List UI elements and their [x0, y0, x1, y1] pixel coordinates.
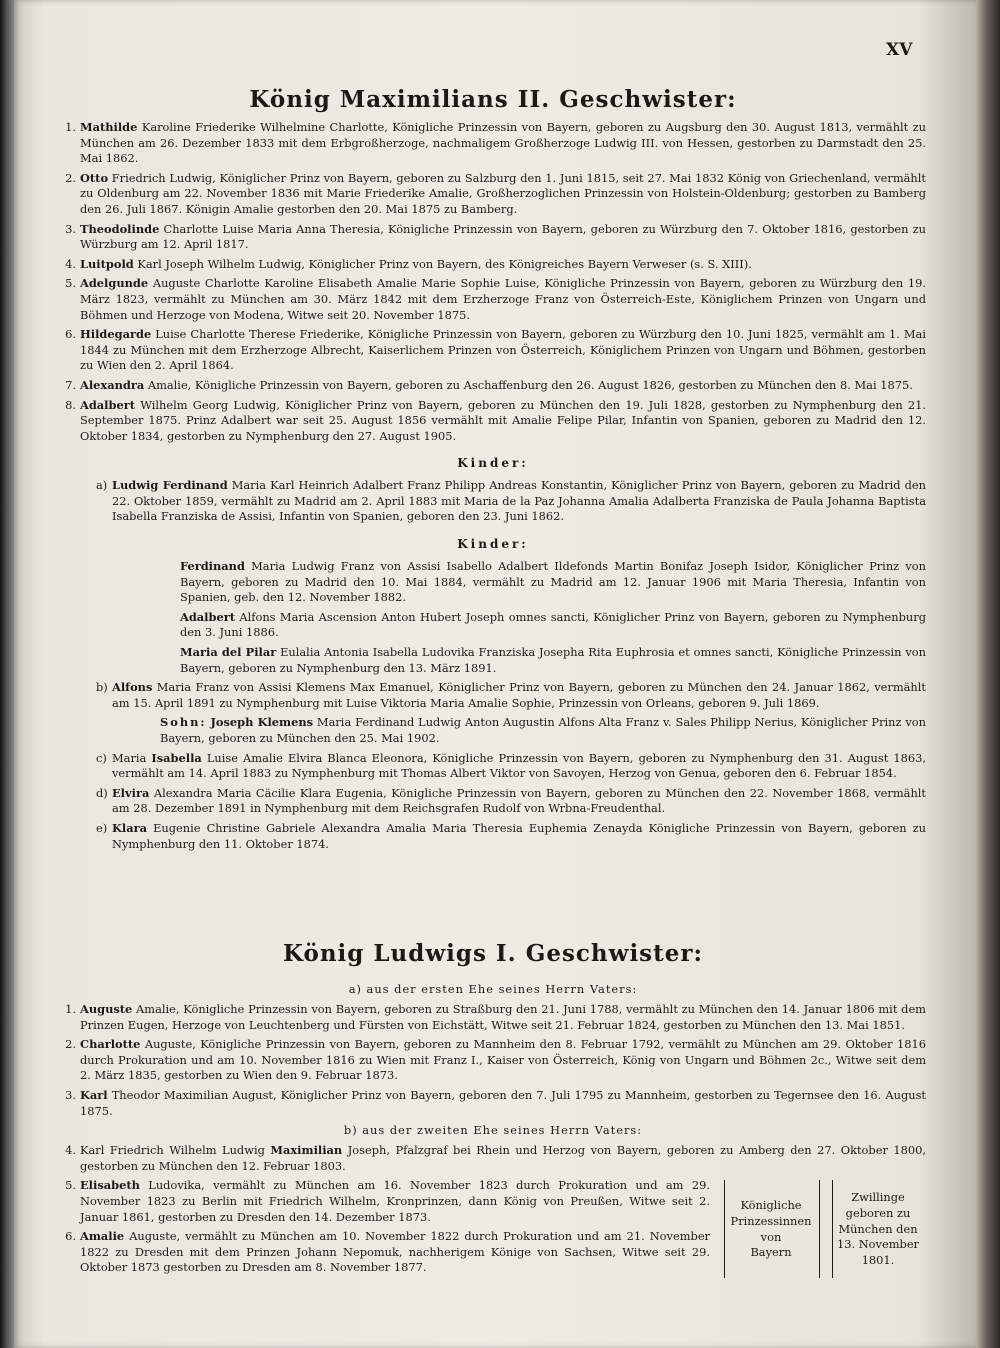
- child-a: a) Ludwig Ferdinand Maria Karl Heinrich Adalbert Franz Philipp Andreas Konstantin, Königlicher Prinz von Bayern, geboren zu Madrid den 22. Oktober 1859, vermählt zu Madrid am 2. April 1883 mit Maria de la Paz Johanna Amalia Adalberta Franziska de Paula Johanna Baptista Isabella Franziska de Assisi, Infantin von Spanien, geboren den 23. Juni 1862.: [96, 478, 927, 524]
- grandkinder-heading: Kinder:: [457, 537, 529, 552]
- entry-s2-6: 6. Amalie Auguste, vermählt zu München am 10. November 1822 durch Prokuration und am 21. November 1822 zu Dresden mit dem Prinzen Johann Nepomuk, nachherigem Könige von Sachsen, Witwe seit 29. Oktober 1873 gestorben zu Dresden am 8. November 1877.: [65, 1229, 710, 1275]
- section2-title: König Ludwigs I. Geschwister:: [283, 940, 703, 967]
- brace-middle-text: Königliche Prinzessinnen von Bayern: [730, 1198, 812, 1260]
- son-entry: Sohn: Joseph Klemens Maria Ferdinand Ludwig Anton Augustin Alfons Alta Franz v. Sales Philipp Nerius, Königlicher Prinz von Bayern, geboren zu München den 25. Mai 1902.: [160, 715, 927, 745]
- page-number: XV: [886, 40, 913, 60]
- page-edge: [976, 0, 1000, 1348]
- entry-5: 5. Adelgunde Auguste Charlotte Karoline Elisabeth Amalie Marie Sophie Luise, Königliche Prinzessin von Bayern, geboren zu Würzburg den 19. März 1823, vermählt zu München am 30. März 1842 mit dem Erzherzoge Franz von Österreich-Este, Königlichem Prinzen von Ungarn und Böhmen und Herzoge von Modena, Witwe seit 20. November 1875.: [65, 276, 926, 322]
- section1-entries: [60, 120, 926, 856]
- entry-4: 4. Luitpold Karl Joseph Wilhelm Ludwig, Königlicher Prinz von Bayern, des Königreiches Bayern Verweser (s. S. XIII).: [65, 256, 752, 271]
- brace-right-text: Zwillinge geboren zu München den 13. November 1801.: [836, 1190, 919, 1267]
- entry-6: 6. Hildegarde Luise Charlotte Therese Friederike, Königliche Prinzessin von Bayern, geboren zu Würzburg den 10. Juni 1825, vermählt am 1. Mai 1844 zu München mit dem Erzherzoge Albrecht, Kaiserlichem Prinzen von Österreich, Königlichem Prinzen von Ungarn und Böhmen, gestorben zu Wien den 2. April 1864.: [65, 327, 926, 373]
- page: [14, 0, 976, 1348]
- grandchild-2: Adalbert Alfons Maria Ascension Anton Hubert Joseph omnes sancti, Königlicher Prinz von Bayern, geboren zu Nymphenburg den 3. Juni 1886.: [180, 609, 926, 640]
- entry-7: 7. Alexandra Amalie, Königliche Prinzessin von Bayern, geboren zu Aschaffenburg den 26. August 1826, gestorben zu München den 8. Mai 1875.: [65, 377, 913, 392]
- grandchild-1: Ferdinand Maria Ludwig Franz von Assisi Isabello Adalbert Ildefonds Martin Bonifaz Joseph Isidor, Königlicher Prinz von Bayern, geboren zu Madrid den 10. Mai 1884, vermählt zu Madrid am 12. Januar 1906 mit Maria Theresia, Infantin von Spanien, geb. den 12. November 1882.: [180, 559, 926, 605]
- entry-8: 8. Adalbert Wilhelm Georg Ludwig, Königlicher Prinz von Bayern, geboren zu München den 19. Juli 1828, gestorben zu Nymphenburg den 21. September 1875. Prinz Adalbert war seit 25. August 1856 vermählt mit Amalie Felipe Pilar, Infantin von Spanien, geboren zu Madrid den 12. Oktober 1834, gestorben zu Nymphenburg den 27. August 1905.: [65, 397, 926, 443]
- entry-2: 2. Otto Friedrich Ludwig, Königlicher Prinz von Bayern, geboren zu Salzburg den 1. Juni 1815, seit 27. Mai 1832 König von Griechenland, vermählt zu Oldenburg am 22. November 1836 mit Marie Friederike Amalie, Großherzoglichen Prinzessin von Holstein-Oldenburg; gestorben zu Bamberg den 26. Juli 1867. Königin Amalie gestorben den 20. Mai 1875 zu Bamberg.: [65, 170, 926, 216]
- section1-title: König Maximilians II. Geschwister:: [249, 86, 737, 113]
- entry-s2-3: 3. Karl Theodor Maximilian August, Königlicher Prinz von Bayern, geboren den 7. Juli 1795 zu Mannheim, gestorben zu Tegernsee den 16. August 1875.: [65, 1087, 926, 1118]
- grandchild-3: Maria del Pilar Eulalia Antonia Isabella Ludovika Franziska Josepha Rita Euphrosia et omnes sancti, Königliche Prinzessin von Bayern, geboren zu Nymphenburg den 13. März 1891.: [180, 645, 926, 675]
- section2-entries: [60, 980, 926, 1280]
- second-marriage-heading: b) aus der zweiten Ehe seines Herrn Vaters:: [343, 1123, 643, 1138]
- first-marriage-heading: a) aus der ersten Ehe seines Herrn Vaters:: [348, 982, 638, 996]
- entry-3: 3. Theodolinde Charlotte Luise Maria Anna Theresia, Königliche Prinzessin von Bayern, geboren zu Würzburg den 7. Oktober 1816, gestorben zu Würzburg am 12. April 1817.: [65, 221, 926, 252]
- entry-1: 1. Mathilde Karoline Friederike Wilhelmine Charlotte, Königliche Prinzessin von Bayern, geboren zu Augsburg den 30. August 1813, vermählt zu München am 26. Dezember 1833 mit dem Erbgroßherzoge, nachmaligem Großherzoge Ludwig III. von Hessen, gestorben zu Darmstadt den 25. Mai 1862.: [65, 120, 926, 166]
- twins-group: [60, 1178, 926, 1276]
- twins-entries: [60, 1178, 710, 1276]
- kinder-heading: Kinder:: [457, 456, 529, 471]
- entry-s2-4: 4. Karl Friedrich Wilhelm Ludwig Maximilian Joseph, Pfalzgraf bei Rhein und Herzog von Bayern, geboren zu Amberg den 27. Oktober 1800, gestorben zu München den 12. Februar 1803.: [65, 1143, 927, 1173]
- child-e: e) Klara Eugenie Christine Gabriele Alexandra Amalia Maria Theresia Euphemia Zenayda Königliche Prinzessin von Bayern, geboren zu Nymphenburg den 11. Oktober 1874.: [96, 820, 926, 851]
- child-d: d) Elvira Alexandra Maria Cäcilie Klara Eugenia, Königliche Prinzessin von Bayern, geboren zu München den 22. November 1868, vermählt am 28. Dezember 1891 in Nymphenburg mit dem Reichsgrafen Rudolf von Wrbna-Freudenthal.: [96, 785, 926, 816]
- book-spine: [0, 0, 14, 1348]
- entry-s2-5: 5. Elisabeth Ludovika, vermählt zu München am 16. November 1823 durch Prokuration und am 29. November 1823 zu Berlin mit Friedrich Wilhelm, Kronprinzen, dann König von Preußen, Witwe seit 2. Januar 1861, gestorben zu Dresden den 14. Dezember 1873.: [65, 1178, 710, 1224]
- child-c: c) Maria Isabella Luise Amalie Elvira Blanca Eleonora, Königliche Prinzessin von Bayern, geboren zu Nymphenburg den 31. August 1863, vermählt am 14. April 1883 zu Nymphenburg mit Thomas Albert Viktor von Savoyen, Herzog von Genua, geboren den 6. Februar 1854.: [96, 750, 926, 781]
- entry-s2-2: 2. Charlotte Auguste, Königliche Prinzessin von Bayern, geboren zu Mannheim den 8. Februar 1792, vermählt zu München am 29. Oktober 1816 durch Prokuration und am 10. November 1816 zu Wien mit Franz I., Kaiser von Österreich, König von Ungarn und Böhmen 2c., Witwe seit dem 2. März 1835, gestorben zu Wien den 9. Februar 1873.: [65, 1037, 926, 1083]
- child-b: b) Alfons Maria Franz von Assisi Klemens Max Emanuel, Königlicher Prinz von Bayern, geboren zu München den 24. Januar 1862, vermählt am 15. April 1891 zu Nymphenburg mit Luise Viktoria Maria Amalie Sophie, Prinzessin von Orleans, geboren 9. Juli 1869.: [96, 680, 926, 710]
- entry-s2-1: 1. Auguste Amalie, Königliche Prinzessin von Bayern, geboren zu Straßburg den 21. Juni 1788, vermählt zu München den 14. Januar 1806 mit dem Prinzen Eugen, Herzoge von Leuchtenberg und Fürsten von Eichstätt, Witwe seit 21. Februar 1824, gestorben zu München den 13. Mai 1851.: [65, 1002, 926, 1032]
